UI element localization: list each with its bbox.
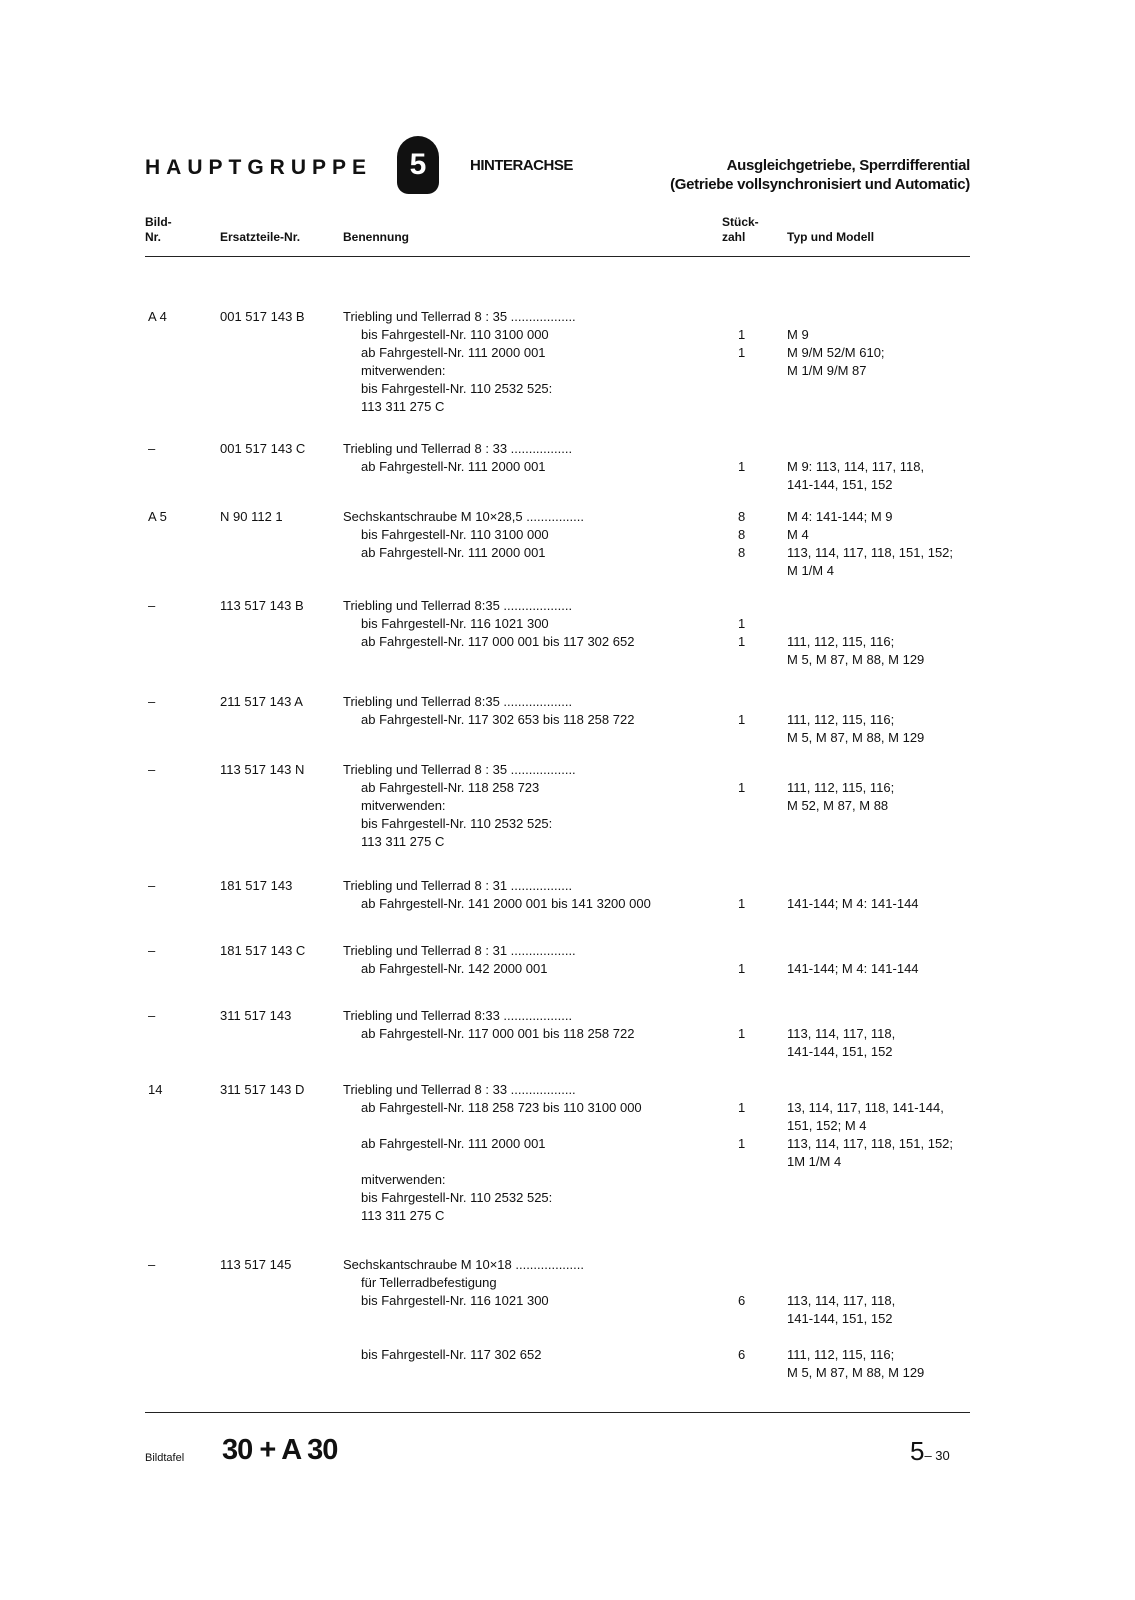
type-model-line: 113, 114, 117, 118, bbox=[787, 1026, 896, 1041]
type-model-line: 141-144; M 4: 141-144 bbox=[787, 961, 919, 976]
description-line: ab Fahrgestell-Nr. 111 2000 001 bbox=[361, 459, 546, 474]
footer-plate: 30 + A 30 bbox=[222, 1434, 338, 1466]
type-model-line bbox=[787, 440, 924, 458]
type-model-line bbox=[787, 1256, 924, 1274]
row-quantity bbox=[738, 508, 745, 562]
description-line: Triebling und Tellerrad 8:35 ................... bbox=[343, 598, 573, 613]
quantity-line: 1 bbox=[738, 616, 746, 631]
page-sub: – 30 bbox=[924, 1448, 950, 1463]
quantity-line bbox=[738, 761, 745, 779]
type-model-line bbox=[787, 1081, 953, 1099]
quantity-line bbox=[738, 1081, 745, 1099]
row-part-number: 211 517 143 A bbox=[220, 694, 303, 709]
row-part-number: 311 517 143 D bbox=[220, 1082, 305, 1097]
row-bild-nr: – bbox=[148, 598, 156, 613]
type-model-line: 1M 1/M 4 bbox=[787, 1154, 842, 1169]
col-header-qty-2: zahl bbox=[722, 230, 746, 244]
row-type-model bbox=[787, 440, 924, 494]
description-line: ab Fahrgestell-Nr. 111 2000 001 bbox=[361, 1136, 546, 1151]
row-part-number: N 90 112 1 bbox=[220, 509, 283, 524]
row-quantity bbox=[738, 942, 745, 978]
row-description bbox=[343, 1256, 584, 1364]
row-bild-nr: – bbox=[148, 1008, 156, 1023]
quantity-line: 1 bbox=[738, 327, 746, 342]
row-description bbox=[343, 508, 584, 562]
type-model-line: M 9: 113, 114, 117, 118, bbox=[787, 459, 925, 474]
quantity-line bbox=[738, 1171, 745, 1189]
type-model-line bbox=[787, 693, 924, 711]
row-quantity bbox=[738, 693, 745, 729]
row-type-model bbox=[787, 942, 919, 978]
quantity-line bbox=[738, 693, 745, 711]
quantity-line: 8 bbox=[738, 545, 746, 560]
row-type-model bbox=[787, 693, 924, 747]
row-bild-nr: – bbox=[148, 1257, 156, 1272]
type-model-line: M 52, M 87, M 88 bbox=[787, 798, 889, 813]
row-quantity bbox=[738, 597, 745, 651]
row-bild-nr: – bbox=[148, 943, 156, 958]
quantity-line bbox=[738, 833, 745, 851]
type-model-line: M 5, M 87, M 88, M 129 bbox=[787, 1365, 925, 1380]
type-model-line bbox=[787, 308, 885, 326]
quantity-line bbox=[738, 440, 745, 458]
footer-label: Bildtafel bbox=[145, 1452, 185, 1464]
row-type-model bbox=[787, 508, 953, 580]
row-quantity bbox=[738, 308, 745, 416]
quantity-line bbox=[738, 1328, 745, 1346]
quantity-line: 6 bbox=[738, 1293, 746, 1308]
description-line bbox=[343, 1310, 584, 1328]
quantity-line: 8 bbox=[738, 509, 746, 524]
type-model-line: 141-144, 151, 152 bbox=[787, 1311, 893, 1326]
description-line: 113 311 275 C bbox=[361, 399, 445, 414]
row-part-number: 113 517 143 N bbox=[220, 762, 305, 777]
row-part-number: 113 517 145 bbox=[220, 1257, 292, 1272]
description-line: ab Fahrgestell-Nr. 142 2000 001 bbox=[361, 961, 548, 976]
type-model-line: 151, 152; M 4 bbox=[787, 1118, 867, 1133]
type-model-line bbox=[787, 877, 919, 895]
row-description bbox=[343, 1081, 642, 1225]
quantity-line bbox=[738, 380, 745, 398]
quantity-line bbox=[738, 1310, 745, 1328]
row-type-model bbox=[787, 1081, 953, 1171]
description-line: bis Fahrgestell-Nr. 110 3100 000 bbox=[361, 327, 549, 342]
row-quantity bbox=[738, 440, 745, 476]
quantity-line bbox=[738, 1007, 745, 1025]
type-model-line: M 4: 141-144; M 9 bbox=[787, 509, 893, 524]
description-line: ab Fahrgestell-Nr. 141 2000 001 bis 141 3200 000 bbox=[361, 896, 651, 911]
description-line: Triebling und Tellerrad 8 : 31 .................. bbox=[343, 943, 576, 958]
type-model-line: 141-144, 151, 152 bbox=[787, 477, 893, 492]
description-line: bis Fahrgestell-Nr. 110 2532 525: bbox=[361, 816, 553, 831]
row-description bbox=[343, 440, 572, 476]
quantity-line: 1 bbox=[738, 780, 746, 795]
description-line: Sechskantschraube M 10×18 ................... bbox=[343, 1257, 584, 1272]
row-bild-nr: – bbox=[148, 762, 156, 777]
description-line: ab Fahrgestell-Nr. 111 2000 001 bbox=[361, 345, 546, 360]
row-part-number: 001 517 143 C bbox=[220, 441, 306, 456]
description-line: bis Fahrgestell-Nr. 116 1021 300 bbox=[361, 1293, 549, 1308]
row-quantity bbox=[738, 1081, 745, 1225]
description-line: Triebling und Tellerrad 8:35 ................... bbox=[343, 694, 573, 709]
description-line: 113 311 275 C bbox=[361, 1208, 445, 1223]
col-header-bild bbox=[145, 215, 172, 245]
row-type-model bbox=[787, 1256, 924, 1382]
type-model-line bbox=[787, 1274, 924, 1292]
row-part-number: 001 517 143 B bbox=[220, 309, 305, 324]
type-model-line: M 1/M 9/M 87 bbox=[787, 363, 867, 378]
description-line: Triebling und Tellerrad 8 : 35 .................. bbox=[343, 762, 576, 777]
row-part-number: 181 517 143 C bbox=[220, 943, 306, 958]
type-model-line: M 4 bbox=[787, 527, 809, 542]
description-line: Sechskantschraube M 10×28,5 ................ bbox=[343, 509, 584, 524]
description-line: bis Fahrgestell-Nr. 117 302 652 bbox=[361, 1347, 542, 1362]
row-bild-nr: – bbox=[148, 878, 156, 893]
quantity-line: 1 bbox=[738, 1136, 746, 1151]
quantity-line: 1 bbox=[738, 345, 746, 360]
row-type-model bbox=[787, 1007, 895, 1061]
row-description bbox=[343, 761, 576, 851]
quantity-line: 1 bbox=[738, 459, 746, 474]
row-description bbox=[343, 693, 634, 729]
row-quantity bbox=[738, 761, 745, 851]
row-part-number: 181 517 143 bbox=[220, 878, 293, 893]
col-header-typ: Typ und Modell bbox=[787, 230, 875, 244]
quantity-line: 8 bbox=[738, 527, 746, 542]
description-line: Triebling und Tellerrad 8:33 ................... bbox=[343, 1008, 573, 1023]
description-line bbox=[343, 1153, 642, 1171]
quantity-line bbox=[738, 362, 745, 380]
quantity-line bbox=[738, 597, 745, 615]
type-model-line bbox=[787, 1007, 895, 1025]
quantity-line bbox=[738, 942, 745, 960]
description-line: ab Fahrgestell-Nr. 118 258 723 bbox=[361, 780, 540, 795]
col-header-qty bbox=[722, 215, 759, 245]
row-part-number: 311 517 143 bbox=[220, 1008, 292, 1023]
row-quantity bbox=[738, 1007, 745, 1043]
description-line: Triebling und Tellerrad 8 : 35 .................. bbox=[343, 309, 576, 324]
row-type-model bbox=[787, 877, 919, 913]
type-model-line bbox=[787, 380, 885, 398]
type-model-line: 111, 112, 115, 116; bbox=[787, 712, 895, 727]
row-bild-nr: – bbox=[148, 441, 156, 456]
type-model-line bbox=[787, 1328, 924, 1346]
row-part-number: 113 517 143 B bbox=[220, 598, 304, 613]
type-model-line: 113, 114, 117, 118, 151, 152; bbox=[787, 1136, 954, 1151]
description-line: bis Fahrgestell-Nr. 110 2532 525: bbox=[361, 381, 553, 396]
description-line: für Tellerradbefestigung bbox=[361, 1275, 497, 1290]
type-model-line bbox=[787, 398, 885, 416]
quantity-line bbox=[738, 877, 745, 895]
type-model-line bbox=[787, 761, 894, 779]
row-description bbox=[343, 942, 576, 978]
col-header-bild-2: Nr. bbox=[145, 230, 162, 244]
quantity-line bbox=[738, 797, 745, 815]
group-label: HAUPTGRUPPE bbox=[145, 156, 373, 179]
description-line: mitverwenden: bbox=[361, 798, 446, 813]
footer-page bbox=[910, 1436, 950, 1467]
description-line: Triebling und Tellerrad 8 : 31 ................. bbox=[343, 878, 573, 893]
quantity-line bbox=[738, 398, 745, 416]
type-model-line bbox=[787, 615, 924, 633]
col-header-bild-1: Bild- bbox=[145, 215, 172, 229]
row-type-model bbox=[787, 761, 894, 815]
description-line: ab Fahrgestell-Nr. 117 302 653 bis 118 258 722 bbox=[361, 712, 635, 727]
quantity-line: 1 bbox=[738, 896, 746, 911]
row-bild-nr: A 5 bbox=[148, 509, 167, 524]
col-header-part: Ersatzteile-Nr. bbox=[220, 230, 301, 244]
description-line: mitverwenden: bbox=[361, 1172, 446, 1187]
subtitle-line-1: Ausgleichgetriebe, Sperrdifferential bbox=[726, 157, 970, 174]
description-line: mitverwenden: bbox=[361, 363, 446, 378]
row-description bbox=[343, 308, 576, 416]
quantity-line bbox=[738, 1207, 745, 1225]
description-line bbox=[343, 1117, 642, 1135]
quantity-line bbox=[738, 1256, 745, 1274]
row-bild-nr: 14 bbox=[148, 1082, 163, 1097]
type-model-line: 111, 112, 115, 116; bbox=[787, 1347, 895, 1362]
type-model-line: 111, 112, 115, 116; bbox=[787, 634, 895, 649]
row-type-model bbox=[787, 308, 885, 416]
row-quantity bbox=[738, 877, 745, 913]
description-line: ab Fahrgestell-Nr. 117 000 001 bis 118 258 722 bbox=[361, 1026, 635, 1041]
description-line: ab Fahrgestell-Nr. 117 000 001 bis 117 302 652 bbox=[361, 634, 635, 649]
col-header-qty-1: Stück- bbox=[722, 215, 759, 229]
description-line: bis Fahrgestell-Nr. 110 3100 000 bbox=[361, 527, 549, 542]
quantity-line bbox=[738, 1117, 745, 1135]
type-model-line: M 5, M 87, M 88, M 129 bbox=[787, 652, 925, 667]
type-model-line: M 9/M 52/M 610; bbox=[787, 345, 885, 360]
quantity-line bbox=[738, 1274, 745, 1292]
type-model-line: M 5, M 87, M 88, M 129 bbox=[787, 730, 925, 745]
description-line bbox=[343, 1328, 584, 1346]
section-title: HINTERACHSE bbox=[470, 157, 573, 174]
type-model-line: 141-144, 151, 152 bbox=[787, 1044, 893, 1059]
row-quantity bbox=[738, 1256, 745, 1364]
row-description bbox=[343, 877, 651, 913]
description-line: bis Fahrgestell-Nr. 116 1021 300 bbox=[361, 616, 549, 631]
description-line: ab Fahrgestell-Nr. 118 258 723 bis 110 3100 000 bbox=[361, 1100, 642, 1115]
type-model-line bbox=[787, 597, 924, 615]
row-description bbox=[343, 1007, 634, 1043]
type-model-line: 113, 114, 117, 118, bbox=[787, 1293, 896, 1308]
description-line: bis Fahrgestell-Nr. 110 2532 525: bbox=[361, 1190, 553, 1205]
type-model-line: 111, 112, 115, 116; bbox=[787, 780, 895, 795]
quantity-line bbox=[738, 1153, 745, 1171]
group-number-badge: 5 bbox=[397, 136, 439, 194]
quantity-line bbox=[738, 308, 745, 326]
row-bild-nr: A 4 bbox=[148, 309, 167, 324]
quantity-line: 1 bbox=[738, 712, 746, 727]
type-model-line: M 9 bbox=[787, 327, 809, 342]
type-model-line: 13, 114, 117, 118, 141-144, bbox=[787, 1100, 944, 1115]
header-rule bbox=[145, 256, 970, 257]
row-bild-nr: – bbox=[148, 694, 156, 709]
type-model-line: M 1/M 4 bbox=[787, 563, 834, 578]
quantity-line bbox=[738, 815, 745, 833]
quantity-line: 1 bbox=[738, 1100, 746, 1115]
section-subtitle bbox=[600, 156, 970, 194]
quantity-line bbox=[738, 1189, 745, 1207]
quantity-line: 1 bbox=[738, 961, 746, 976]
subtitle-line-2: (Getriebe vollsynchronisiert und Automatic) bbox=[670, 176, 970, 193]
quantity-line: 1 bbox=[738, 634, 746, 649]
col-header-desc: Benennung bbox=[343, 230, 409, 244]
type-model-line: 141-144; M 4: 141-144 bbox=[787, 896, 919, 911]
description-line: Triebling und Tellerrad 8 : 33 .................. bbox=[343, 1082, 576, 1097]
footer-rule bbox=[145, 1412, 970, 1413]
page-main: 5 bbox=[910, 1436, 925, 1466]
row-type-model bbox=[787, 597, 924, 669]
row-description bbox=[343, 597, 634, 651]
quantity-line: 6 bbox=[738, 1347, 746, 1362]
type-model-line: 113, 114, 117, 118, 151, 152; bbox=[787, 545, 954, 560]
quantity-line: 1 bbox=[738, 1026, 746, 1041]
type-model-line bbox=[787, 942, 919, 960]
description-line: 113 311 275 C bbox=[361, 834, 445, 849]
description-line: ab Fahrgestell-Nr. 111 2000 001 bbox=[361, 545, 546, 560]
description-line: Triebling und Tellerrad 8 : 33 ................. bbox=[343, 441, 573, 456]
